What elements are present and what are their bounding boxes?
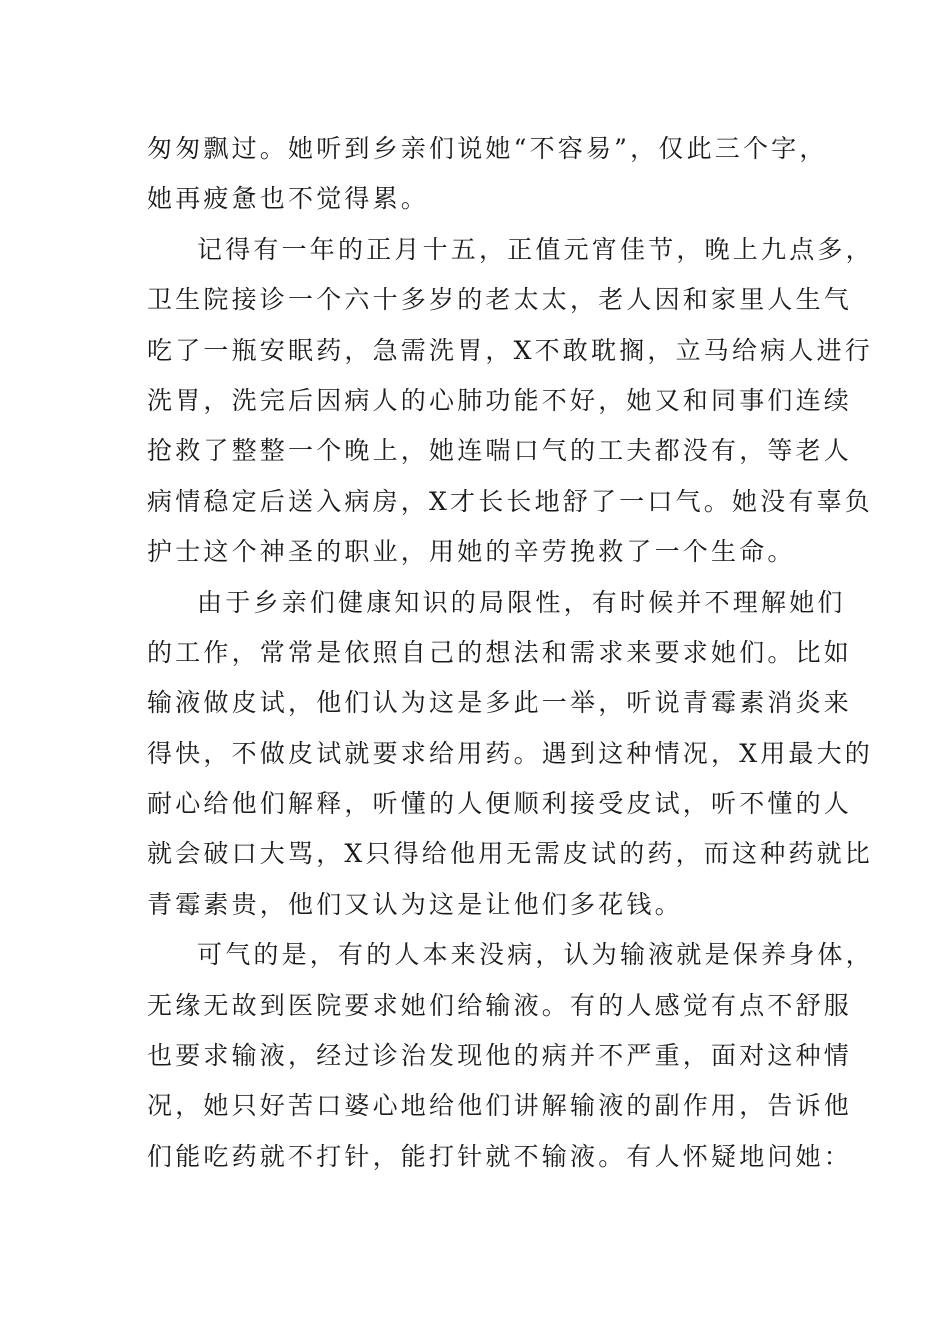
text-line: 病情稳定后送入病房，X才长长地舒了一口气。她没有辜负	[147, 486, 874, 516]
text-line: 输液做皮试，他们认为这是多此一举，听说青霉素消炎来	[147, 688, 853, 718]
text-line: 的工作，常常是依照自己的想法和需求来要求她们。比如	[147, 637, 853, 667]
text-line: 她再疲惫也不觉得累。	[147, 184, 430, 214]
paragraph-1	[147, 124, 827, 225]
text-line: 匆匆飘过。她听到乡亲们说她“不容易”，仅此三个字，	[147, 134, 828, 163]
paragraph-2	[147, 225, 874, 578]
text-line: 就会破口大骂，X只得给他用无需皮试的药，而这种药就比	[147, 839, 874, 869]
text-line: 也要求输液，经过诊治发现他的病并不严重，面对这种情	[147, 1041, 853, 1071]
text-line: 卫生院接诊一个六十多岁的老太太，老人因和家里人生气	[147, 285, 853, 315]
text-line: 记得有一年的正月十五，正值元宵佳节，晚上九点多，	[197, 234, 874, 264]
text-line: 得快，不做皮试就要求给用药。遇到这种情况，X用最大的	[147, 738, 874, 768]
text-line: 护士这个神圣的职业，用她的辛劳挽救了一个生命。	[147, 537, 796, 567]
text-line: 们能吃药就不打针，能打针就不输液。有人怀疑地问她：	[147, 1141, 853, 1171]
document-body	[147, 124, 874, 1182]
text-line: 耐心给他们解释，听懂的人便顺利接受皮试，听不懂的人	[147, 789, 853, 819]
text-line: 可气的是，有的人本来没病，认为输液就是保养身体，	[197, 940, 874, 970]
paragraph-4	[147, 930, 874, 1182]
text-line: 洗胃，洗完后因病人的心肺功能不好，她又和同事们连续	[147, 385, 853, 415]
text-line: 吃了一瓶安眠药，急需洗胃，X不敢耽搁，立马给病人进行	[147, 335, 874, 365]
text-line: 青霉素贵，他们又认为这是让他们多花钱。	[147, 889, 683, 919]
text-line: 由于乡亲们健康知识的局限性，有时候并不理解她们	[197, 587, 846, 617]
text-line: 况，她只好苦口婆心地给他们讲解输液的副作用，告诉他	[147, 1091, 853, 1121]
paragraph-3	[147, 578, 874, 931]
text-line: 抢救了整整一个晚上，她连喘口气的工夫都没有，等老人	[147, 436, 853, 466]
text-line: 无缘无故到医院要求她们给输液。有的人感觉有点不舒服	[147, 990, 853, 1020]
